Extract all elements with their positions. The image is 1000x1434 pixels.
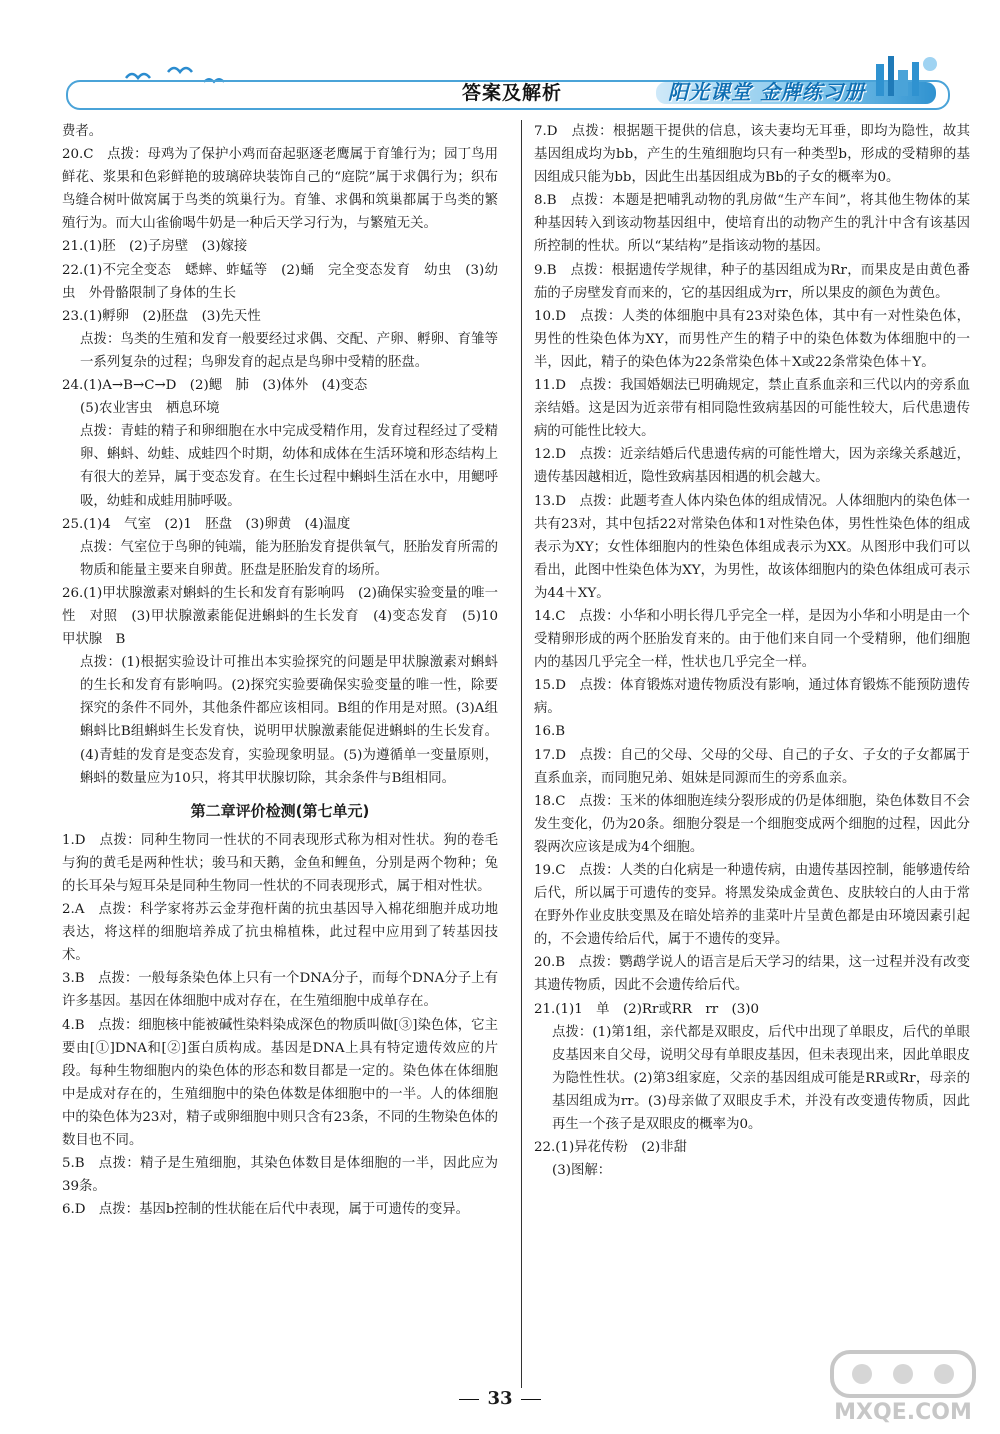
answer-paragraph: 26.(1)甲状腺激素对蝌蚪的生长和发育有影响吗 (2)确保实验变量的唯一性 对照 (3)甲状腺激素能促进蝌蚪的生长发育 (4)变态发育 (5)10 甲状腺 B [62, 585, 512, 648]
answer-paragraph: 点拨：(1)根据实验设计可推出本实验探究的问题是甲状腺激素对蝌蚪的生长和发育有影响吗。(2)探究实验要确保实验变量的唯一性，除要探究的条件不同外，其他条件都应该相同。B组的作用是对照。(3)A组蝌蚪比B组蝌蚪生长发育快，说明甲状腺激素能促进蝌蚪的生长发育。(4)青蛙的发育是变态发育，实验现象明显。(5)为遵循单一变量原则，蝌蚪的数量应为10只，将其甲状腺切除，其余条件与B组相同。 [80, 655, 498, 786]
answer-paragraph: 15.D 点拨：体育锻炼对遗传物质没有影响，通过体育锻炼不能预防遗传病。 [534, 678, 970, 717]
answer-paragraph: 7.D 点拨：根据题干提供的信息，该夫妻均无耳垂，即均为隐性，故其基因组成均为bb，产生的生殖细胞均只有一种类型b，形成的受精卵的基因组成只能为bb，因此生出基因组成为Bb的子女的概率为0。 [534, 124, 970, 186]
watermark [818, 1344, 988, 1430]
answer-paragraph: 3.B 点拨：一般每条染色体上只有一个DNA分子，而每个DNA分子上有许多基因。基因在体细胞中成对存在，在生殖细胞中成单存在。 [62, 971, 498, 1010]
dash-right [521, 1399, 541, 1400]
column-divider [521, 120, 522, 1388]
answer-paragraph: 点拨：鸟类的生殖和发育一般要经过求偶、交配、产卵、孵卵、育雏等一系列复杂的过程；鸟卵发育的起点是鸟卵中受精的胚盘。 [80, 331, 498, 370]
answer-paragraph: 8.B 点拨：本题是把哺乳动物的乳房做“生产车间”，将其他生物体的某种基因转入到该动物基因组中，使培育出的动物产生的乳汁中含有该基因所控制的性状。所以“某结构”是指该动物的基因。 [534, 193, 970, 255]
answer-paragraph: 点拨：青蛙的精子和卵细胞在水中完成受精作用，发育过程经过了受精卵、蝌蚪、幼蛙、成蛙四个时期，幼体和成体在生活环境和形态结构上有很大的差异，属于变态发育。在生长过程中蝌蚪生活在水中，用鳃呼吸，幼蛙和成蛙用肺呼吸。 [80, 424, 498, 509]
answer-paragraph: 13.D 点拨：此题考查人体内染色体的组成情况。人体细胞内的染色体一共有23对，其中包括22对常染色体和1对性染色体，男性性染色体的组成表示为XY；女性体细胞内的性染色体组成表示为XX。从图形中我们可以看出，此图中性染色体为XY，为男性，故该体细胞内的染色体组成可表示为44＋XY。 [534, 493, 970, 601]
answer-paragraph: 17.D 点拨：自己的父母、父母的父母、自己的子女、子女的子女都属于直系血亲，而同胞兄弟、姐妹是同源而生的旁系血亲。 [534, 747, 970, 786]
answer-paragraph: 22.(1)异花传粉 (2)非甜 [534, 1140, 687, 1156]
answer-paragraph: 点拨：(1)第1组，亲代都是双眼皮，后代中出现了单眼皮，后代的单眼皮基因来自父母，说明父母有单眼皮基因，但未表现出来，因此单眼皮为隐性性状。(2)第3组家庭，父亲的基因组成可能是RR或Rr，母亲的基因组成为rr。(3)母亲做了双眼皮手术，并没有改变遗传物质，因此再生一个孩子是双眼皮的概率为0。 [552, 1024, 970, 1133]
skyline-icon [866, 50, 946, 96]
header-subtitle: 阳光课堂 金牌练习册 [668, 80, 865, 104]
answer-paragraph: 25.(1)4 气室 (2)1 胚盘 (3)卵黄 (4)温度 [62, 516, 351, 532]
answer-paragraph: 10.D 点拨：人类的体细胞中具有23对染色体，其中有一对性染色体，男性的性染色体为XY，而男性产生的精子中的染色体数为体细胞中的一半，因此，精子的染色体为22条常染色体＋X或22条常染色体＋Y。 [534, 308, 970, 370]
answer-paragraph: 5.B 点拨：精子是生殖细胞，其染色体数目是体细胞的一半，因此应为39条。 [62, 1156, 498, 1195]
answer-paragraph: 19.C 点拨：人类的白化病是一种遗传病，由遗传基因控制，能够遗传给后代，所以属于可遗传的变异。将黑发染成金黄色、皮肤较白的人由于常在野外作业皮肤变黑及在暗处培养的韭菜叶片呈黄色都是由环境因素引起的，不会遗传给后代，属于不遗传的变异。 [534, 863, 970, 948]
answer-paragraph: 9.B 点拨：根据遗传学规律，种子的基因组成为Rr，而果皮是由黄色番茄的子房壁发育而来的，它的基因组成为rr，所以果皮的颜色为黄色。 [534, 262, 970, 301]
answer-paragraph: 21.(1)1 单 (2)Rr或RR rr (3)0 [534, 1001, 760, 1017]
answer-paragraph: 16.B [534, 724, 566, 740]
answer-paragraph: 6.D 点拨：基因b控制的性状能在后代中表现，属于可遗传的变异。 [62, 1202, 470, 1218]
answer-paragraph: 20.C 点拨：母鸡为了保护小鸡而奋起驱逐老鹰属于育雏行为；园丁鸟用鲜花、浆果和色彩鲜艳的玻璃碎块装饰自己的“庭院”属于求偶行为；织布鸟缝合树叶做窝属于鸟类的筑巢行为。育雏、求偶和筑巢都属于鸟类的繁殖行为。而大山雀偷喝牛奶是一种后天学习行为，与繁殖无关。 [62, 147, 498, 232]
answer-paragraph: (3)图解： [552, 1163, 612, 1179]
watermark-text: MXQE.COM [834, 1400, 972, 1425]
dash-left [459, 1399, 479, 1400]
answer-paragraph: 点拨：气室位于鸟卵的钝端，能为胚胎发育提供氧气，胚胎发育所需的物质和能量主要来自卵黄。胚盘是胚胎发育的场所。 [80, 539, 498, 578]
answer-paragraph: 费者。 [62, 124, 103, 139]
watermark-logo-icon [818, 1344, 988, 1400]
answer-paragraph: 23.(1)孵卵 (2)胚盘 (3)先天性 [62, 308, 261, 324]
answer-paragraph: 20.B 点拨：鹦鹉学说人的语言是后天学习的结果，这一过程并没有改变其遗传物质，因此不会遗传给后代。 [534, 955, 970, 994]
section-title: 第二章评价检测(第七单元) [190, 801, 370, 820]
left-column [62, 120, 512, 1221]
answer-paragraph: 4.B 点拨：细胞核中能被碱性染料染成深色的物质叫做[③]染色体，它主要由[①]DNA和[②]蛋白质构成。基因是DNA上具有特定遗传效应的片段。每种生物细胞内的染色体的形态和数目都是一定的。染色体在体细胞中是成对存在的，生殖细胞中的染色体数是体细胞中的一半。人的体细胞中的染色体为23对，精子或卵细胞中则只含有23条，不同的生物染色体的数目也不同。 [62, 1017, 498, 1149]
right-column [534, 120, 970, 1182]
page-header [66, 58, 946, 116]
answer-paragraph: (5)农业害虫 栖息环境 [80, 401, 220, 417]
answer-paragraph: 2.A 点拨：科学家将苏云金芽孢杆菌的抗虫基因导入棉花细胞并成功地表达，将这样的细胞培养成了抗虫棉植株，此过程中应用到了转基因技术。 [62, 902, 498, 964]
answer-paragraph: 22.(1)不完全变态 蟋蟀、蚱蜢等 (2)蛹 完全变态发育 幼虫 (3)幼虫 外骨骼限制了身体的生长 [62, 262, 498, 301]
answer-paragraph: 11.D 点拨：我国婚姻法已明确规定，禁止直系血亲和三代以内的旁系血亲结婚。这是因为近亲带有相同隐性致病基因的可能性较大，后代患遗传病的可能性比较大。 [534, 378, 970, 440]
page-number-value: 33 [487, 1388, 513, 1409]
answer-paragraph: 18.C 点拨：玉米的体细胞连续分裂形成的仍是体细胞，染色体数目不会发生变化，仍为20条。细胞分裂是一个细胞变成两个细胞的过程，因此分裂两次应该是成为4个细胞。 [534, 793, 970, 855]
answer-paragraph: 14.C 点拨：小华和小明长得几乎完全一样，是因为小华和小明是由一个受精卵形成的两个胚胎发育来的。由于他们来自同一个受精卵，他们细胞内的基因几乎完全一样，性状也几乎完全一样。 [534, 608, 970, 671]
answer-paragraph: 12.D 点拨：近亲结婚后代患遗传病的可能性增大，因为亲缘关系越近，遗传基因越相近，隐性致病基因相遇的机会越大。 [534, 447, 970, 486]
answer-paragraph: 21.(1)胚 (2)子房壁 (3)嫁接 [62, 239, 248, 255]
answer-paragraph: 1.D 点拨：同种生物同一性状的不同表现形式称为相对性状。狗的卷毛与狗的黄毛是两种性状；骏马和天鹅，金鱼和鲤鱼，分别是两个物种；兔的长耳朵与短耳朵是同种生物同一性状的不同表现形式，属于相对性状。 [62, 832, 498, 894]
answer-paragraph: 24.(1)A→B→C→D (2)鳃 肺 (3)体外 (4)变态 [62, 378, 368, 394]
header-title: 答案及解析 [462, 82, 563, 104]
